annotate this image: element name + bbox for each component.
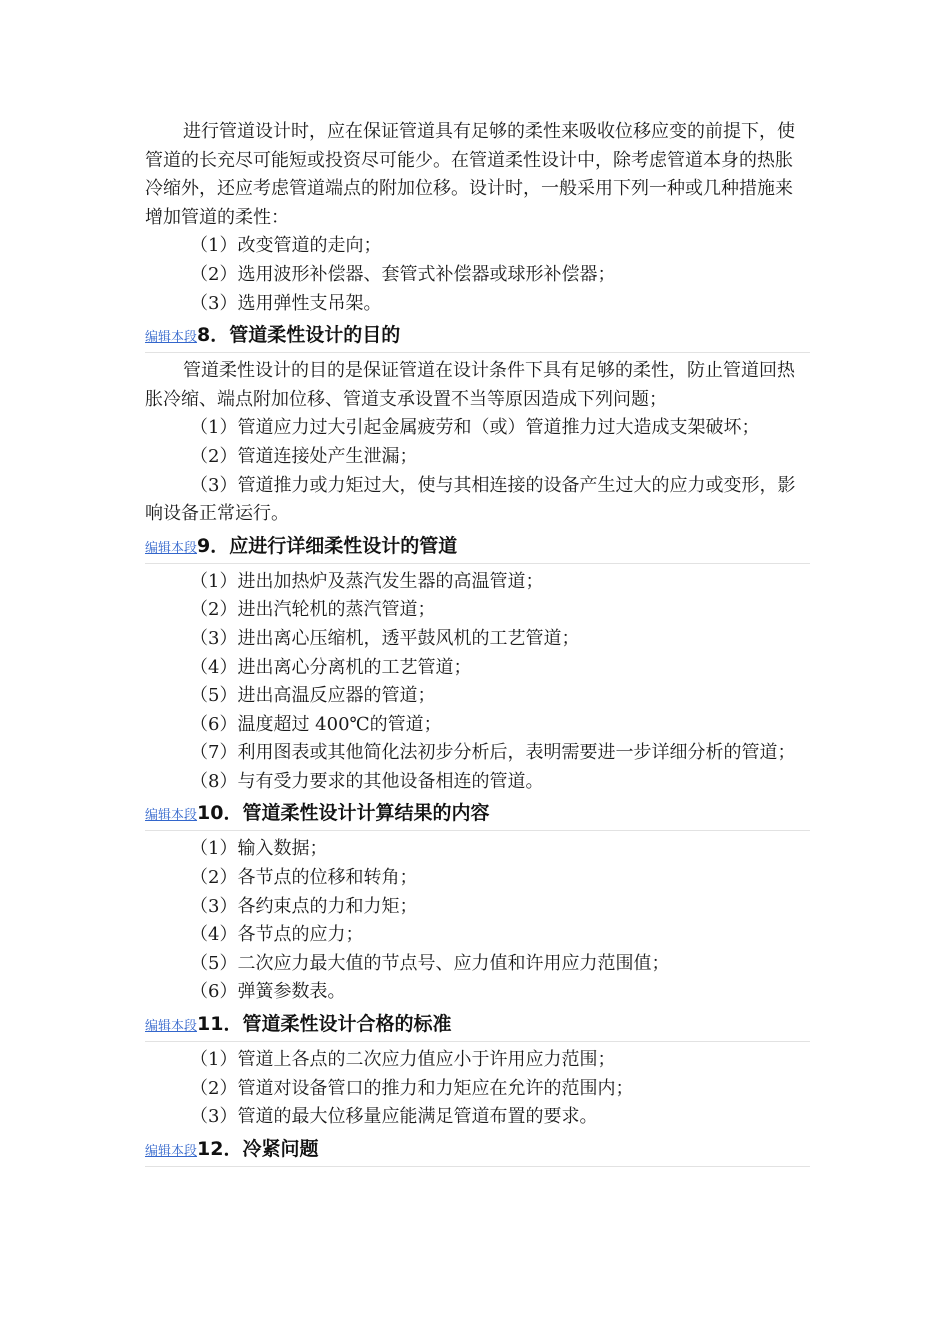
list-item: （4）各节点的应力；	[190, 924, 364, 946]
list-item: （4）进出离心分离机的工艺管道；	[190, 656, 472, 678]
intro-item: （1）改变管道的走向；	[190, 235, 382, 257]
list-item: （6）温度超过 400℃的管道；	[190, 713, 442, 735]
list-item: （5）二次应力最大值的节点号、应力值和许用应力范围值；	[190, 952, 670, 974]
edit-section-link[interactable]: 编辑本段	[145, 540, 198, 556]
section-heading-12	[145, 1132, 810, 1167]
list-item: （1）进出加热炉及蒸汽发生器的高温管道；	[190, 570, 544, 592]
intro-item: （2）选用波形补偿器、套管式补偿器或球形补偿器；	[190, 263, 616, 285]
section-title: 9．应进行详细柔性设计的管道	[197, 534, 458, 557]
intro-item: （3）选用弹性支吊架。	[190, 292, 382, 314]
list-item: （6）弹簧参数表。	[190, 981, 346, 1003]
section-heading-11	[145, 1007, 810, 1042]
section-title: 10．管道柔性设计计算结果的内容	[197, 802, 490, 825]
list-item: （3）管道推力或力矩过大，使与其相连接的设备产生过大的应力或变形，影响设备正常运行。	[145, 474, 796, 525]
list-item: （2）进出汽轮机的蒸汽管道；	[190, 599, 436, 621]
edit-section-link[interactable]: 编辑本段	[145, 330, 198, 346]
edit-section-link[interactable]: 编辑本段	[145, 1143, 198, 1159]
list-item: （7）利用图表或其他简化法初步分析后，表明需要进一步详细分析的管道；	[190, 742, 796, 764]
section-paragraph: 管道柔性设计的目的是保证管道在设计条件下具有足够的柔性，防止管道回热胀冷缩、端点附加位移、管道支承设置不当等原因造成下列问题；	[145, 360, 795, 410]
section-heading-8	[145, 318, 810, 353]
list-item: （3）管道的最大位移量应能满足管道布置的要求。	[190, 1106, 598, 1128]
list-item: （2）各节点的位移和转角；	[190, 867, 418, 889]
section-title: 11．管道柔性设计合格的标准	[197, 1013, 452, 1036]
section-title: 12．冷紧问题	[197, 1137, 319, 1160]
list-item: （3）进出离心压缩机，透平鼓风机的工艺管道；	[190, 627, 580, 649]
list-item: （2）管道连接处产生泄漏；	[190, 445, 418, 467]
edit-section-link[interactable]: 编辑本段	[145, 808, 198, 824]
list-item: （2）管道对设备管口的推力和力矩应在允许的范围内；	[190, 1077, 634, 1099]
section-heading-9	[145, 529, 810, 564]
list-item: （1）管道上各点的二次应力值应小于许用应力范围；	[190, 1049, 616, 1071]
document-page	[145, 118, 810, 1171]
intro-paragraph: 进行管道设计时，应在保证管道具有足够的柔性来吸收位移应变的前提下，使管道的长充尽可能短或投资尽可能少。在管道柔性设计中，除考虑管道本身的热胀冷缩外，还应考虑管道端点的附加位移。设计时，一般采用下列一种或几种措施来增加管道的柔性：	[145, 121, 795, 228]
edit-section-link[interactable]: 编辑本段	[145, 1019, 198, 1035]
list-item: （1）输入数据；	[190, 838, 328, 860]
list-item: （1）管道应力过大引起金属疲劳和（或）管道推力过大造成支架破坏；	[190, 417, 760, 439]
list-item: （5）进出高温反应器的管道；	[190, 685, 436, 707]
section-title: 8．管道柔性设计的目的	[197, 324, 401, 347]
section-heading-10	[145, 796, 810, 831]
list-item: （3）各约束点的力和力矩；	[190, 895, 418, 917]
list-item: （8）与有受力要求的其他设备相连的管道。	[190, 770, 544, 792]
